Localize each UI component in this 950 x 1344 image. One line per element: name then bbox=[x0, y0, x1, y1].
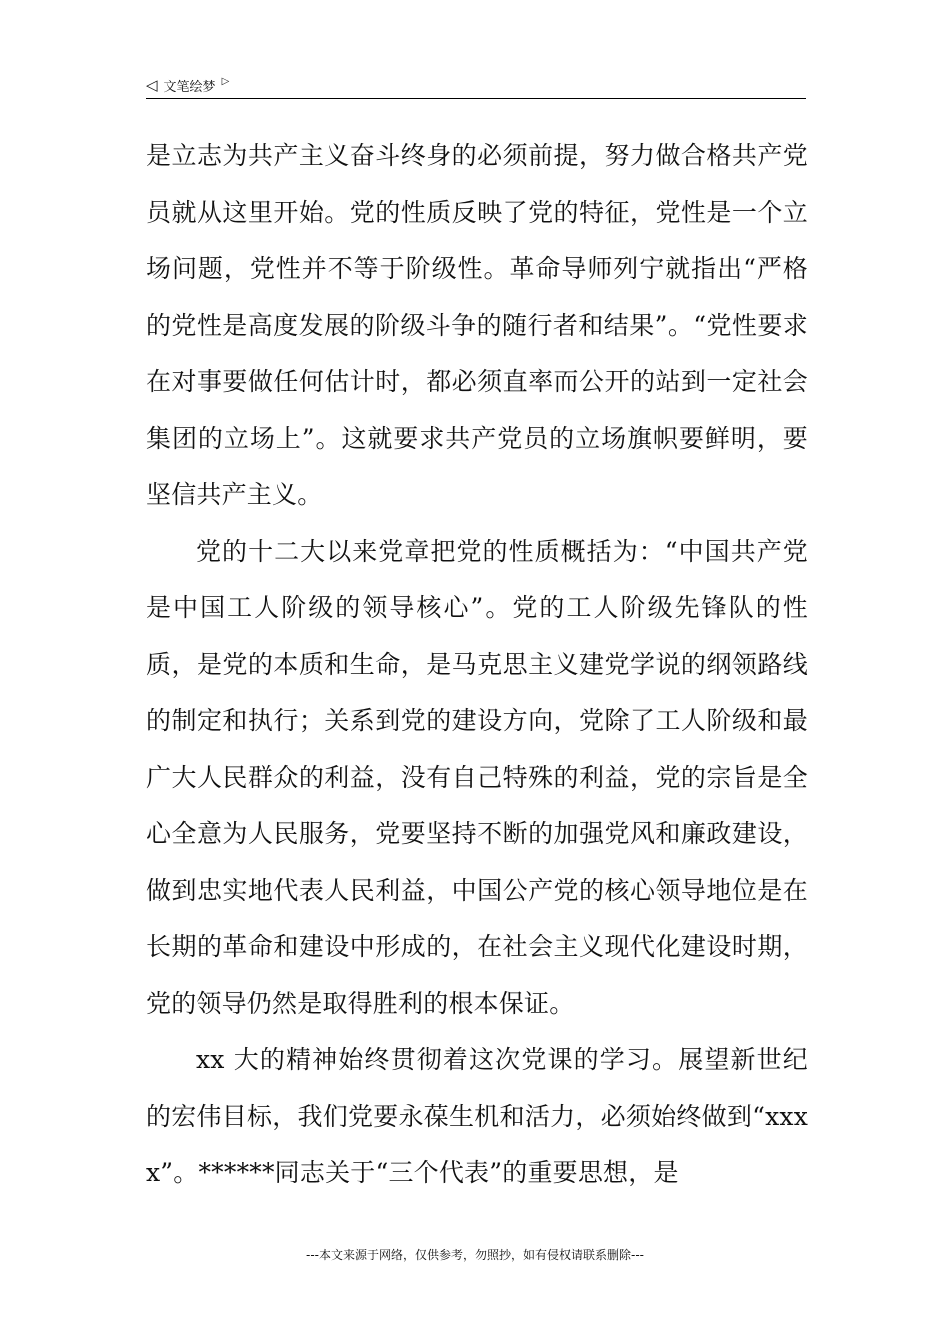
paragraph-1: 是立志为共产主义奋斗终身的必须前提，努力做合格共产党员就从这里开始。党的性质反映了党的特征，党性是一个立场问题，党性并不等于阶级性。革命导师列宁就指出“严格的党性是高度发展的阶级斗争的随行者和结果”。“党性要求在对事要做任何估计时，都必须直率而公开的站到一定社会集团的立场上”。这就要求共产党员的立场旗帜要鲜明，要坚信共产主义。 bbox=[146, 141, 808, 509]
paragraph-3: xx 大的精神始终贯彻着这次党课的学习。展望新世纪的宏伟目标，我们党要永葆生机和活力，必须始终做到“xxxx”。******同志关于“三个代表”的重要思想，是 bbox=[146, 1045, 808, 1187]
document-body bbox=[146, 128, 808, 1202]
paragraph-2: 党的十二大以来党章把党的性质概括为：“中国共产党是中国工人阶级的领导核心”。党的工人阶级先锋队的性质，是党的本质和生命，是马克思主义建党学说的纲领路线的制定和执行；关系到党的建设方向，党除了工人阶级和最广大人民群众的利益，没有自己特殊的利益，党的宗旨是全心全意为人民服务，党要坚持不断的加强党风和廉政建设，做到忠实地代表人民利益，中国公产党的核心领导地位是在长期的革命和建设中形成的，在社会主义现代化建设时期，党的领导仍然是取得胜利的根本保证。 bbox=[146, 536, 808, 1018]
page-header bbox=[146, 72, 806, 99]
right-triangle-icon: ▷ bbox=[221, 76, 230, 87]
header-title: 文笔绘梦 bbox=[163, 79, 216, 95]
left-triangle-icon: ◁ bbox=[146, 75, 158, 94]
footer-disclaimer: ---本文来源于网络，仅供参考，勿照抄，如有侵权请联系删除--- bbox=[306, 1248, 644, 1262]
